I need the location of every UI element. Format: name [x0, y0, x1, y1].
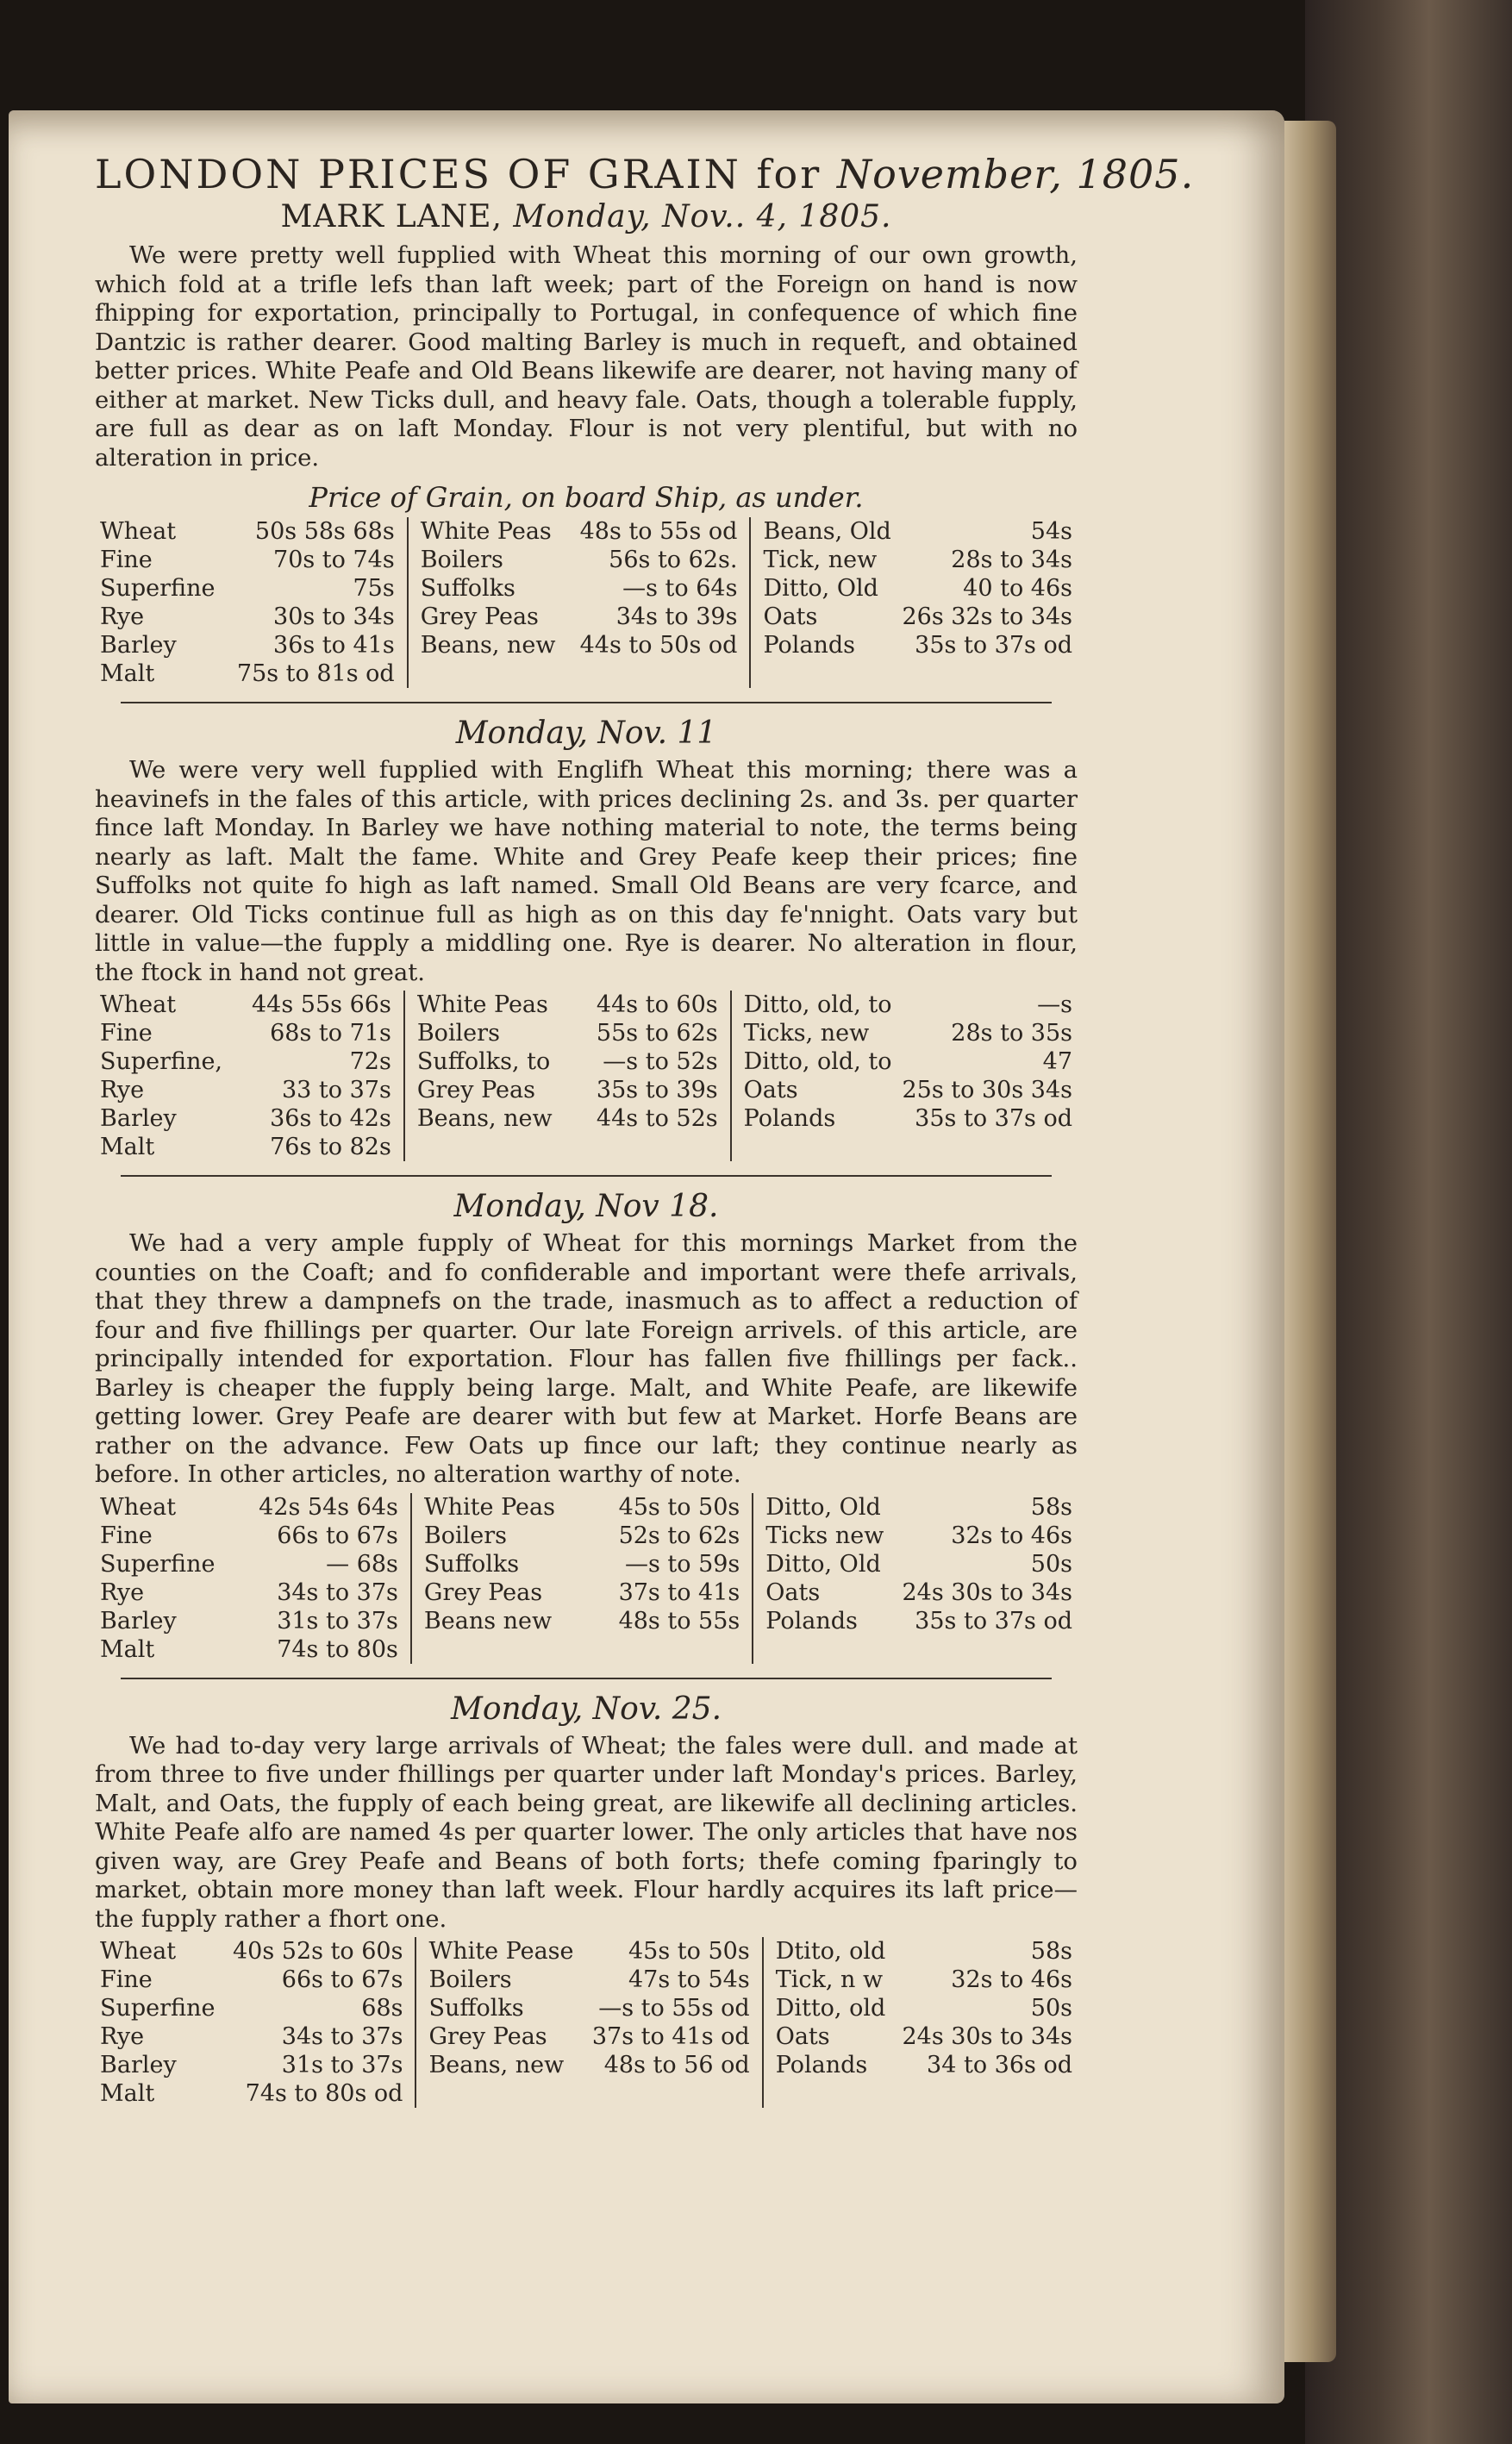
grain-name-cell: Ditto, Old [763, 575, 878, 602]
table-row [95, 1104, 1078, 1133]
grain-price-cell: 33 to 37s [235, 1076, 404, 1104]
grain-price-cell: 35s to 39s [563, 1076, 731, 1104]
grain-price-cell: 25s to 30s 34s [902, 1077, 1072, 1103]
grain-price-cell: 70s to 74s [229, 546, 408, 574]
grain-name-cell: Oats [765, 1578, 821, 1606]
table-row [95, 1994, 1078, 2022]
report-section [95, 702, 1078, 1161]
grain-name-cell: Beans, new [428, 2052, 565, 2078]
report-section [95, 1678, 1078, 2109]
grain-name-cell: Superfine [100, 1550, 216, 1578]
grain-price-cell: 31s to 37s [228, 2051, 416, 2079]
table-row [95, 1966, 1078, 1994]
grain-price-cell: —s to 52s [563, 1047, 731, 1076]
grain-name-cell: Polands [763, 632, 856, 659]
grain-price-cell: 48s to 55s od [565, 517, 751, 546]
table-row [95, 603, 1078, 631]
table-row [95, 2022, 1078, 2051]
grain-price-cell [563, 1133, 731, 1161]
grain-price-cell: 34 to 36s od [927, 2052, 1072, 2078]
report-section [95, 1175, 1078, 1664]
grain-name-cell: Rye [100, 1077, 145, 1103]
grain-name-cell: Oats [743, 1077, 798, 1103]
grain-price-cell: 47 [1042, 1048, 1072, 1075]
grain-name-cell [415, 2079, 579, 2108]
section-date-heading: Monday, Nov 18. [453, 1189, 719, 1224]
grain-price-cell: 42s 54s 64s [236, 1493, 411, 1522]
grain-price-cell: 45s to 50s [579, 1937, 763, 1966]
grain-name-cell: Suffolks [423, 1550, 520, 1578]
grain-price-cell [897, 659, 1078, 688]
grain-price-cell: 66s to 67s [228, 1966, 416, 1994]
book-binding-edge [1305, 0, 1512, 2444]
table-row [95, 2079, 1078, 2108]
grain-price-cell [897, 2079, 1078, 2108]
table-row [95, 1550, 1078, 1578]
grain-name-cell: Boilers [428, 1966, 512, 1993]
table-row [95, 517, 1078, 546]
grain-name-cell: Rye [100, 603, 145, 630]
grain-name-cell: Superfine [100, 575, 216, 602]
price-table [95, 1493, 1078, 1664]
subtitle-date: Monday, Nov.. 4, 1805. [513, 199, 892, 234]
grain-name-cell: Tick, new [763, 547, 878, 573]
grain-name-cell: White Peas [420, 518, 552, 545]
table-row [95, 1047, 1078, 1076]
grain-price-cell: —s to 59s [572, 1550, 753, 1578]
grain-price-cell: 44s to 50s od [565, 631, 751, 659]
grain-name-cell: Oats [763, 603, 818, 630]
grain-price-cell: 50s 58s 68s [229, 517, 408, 546]
grain-price-cell: 44s 55s 66s [235, 991, 404, 1019]
grain-price-cell: 54s [1030, 518, 1072, 545]
grain-name-cell [750, 659, 897, 688]
grain-name-cell: White Pease [428, 1938, 574, 1965]
page-content [95, 151, 1195, 2108]
market-report-paragraph: We were very well fupplied with Englifh Wheat this morning; there was a heavinefs in the fales of this article, with prices declining 2s. and 3s. per quarter fince laft Monday. In Barley we have nothing material to note, the terms being nearly as laft. Malt the fame. White and Grey Peafe keep their prices; fine Suffolks not quite fo high as laft named. Small Old Beans are very fcarce, and dearer. Old Ticks continue full as high as on this day fe'nnight. Oats vary but little in value—the fupply a middling one. Rye is dearer. No alteration in flour, the ftock in hand not great. [95, 756, 1078, 986]
grain-price-cell: 45s to 50s [572, 1493, 753, 1522]
grain-price-cell: — 68s [236, 1550, 411, 1578]
grain-price-cell: 76s to 82s [235, 1133, 404, 1161]
grain-price-cell: —s [1037, 991, 1072, 1018]
grain-price-cell: 28s to 35s [951, 1020, 1072, 1047]
grain-name-cell: Polands [743, 1105, 836, 1132]
grain-price-cell: 68s [228, 1994, 416, 2022]
grain-name-cell: Malt [100, 660, 155, 687]
grain-price-cell: 32s to 46s [951, 1522, 1072, 1549]
grain-name-cell: Barley [100, 1105, 177, 1132]
grain-price-cell: 48s to 55s [572, 1607, 753, 1635]
grain-name-cell: Ditto, Old [765, 1493, 881, 1521]
subtitle-place: MARK LANE, [280, 199, 503, 234]
grain-price-cell: 55s to 62s [563, 1019, 731, 1047]
grain-price-cell: 28s to 34s [951, 547, 1072, 573]
grain-name-cell: Polands [765, 1607, 858, 1635]
grain-price-cell: 35s to 37s od [915, 1607, 1072, 1635]
grain-name-cell [753, 1635, 897, 1664]
report-sections [95, 241, 1078, 2108]
grain-price-cell: 24s 30s to 34s [902, 1578, 1072, 1606]
grain-price-cell: 52s to 62s [572, 1522, 753, 1550]
grain-name-cell: Grey Peas [420, 603, 539, 630]
table-row [95, 574, 1078, 603]
page-subtitle [95, 199, 1078, 234]
grain-price-cell: 48s to 56 od [579, 2051, 763, 2079]
grain-price-cell: 56s to 62s. [565, 546, 751, 574]
grain-name-cell: Ditto, Old [765, 1550, 881, 1578]
grain-name-cell: Ditto, old, to [743, 991, 892, 1018]
market-report-paragraph: We had to-day very large arrivals of Wheat; the fales were dull. and made at from three to five under fhillings per quarter under laft Monday's prices. Barley, Malt, and Oats, the fupply of each being great, are likewife all declining articles. White Peafe alfo are named 4s per quarter lower. The only articles that have nos given way, are Grey Peafe and Beans of both forts; thefe coming fparingly to market, obtain more money than laft week. Flour hardly acquires its laft price— the fupply rather a fhort one. [95, 1731, 1078, 1933]
grain-price-cell: 34s to 37s [236, 1578, 411, 1607]
grain-price-cell [579, 2079, 763, 2108]
table-row [95, 1133, 1078, 1161]
grain-price-cell: 58s [1030, 1493, 1072, 1521]
grain-price-cell [897, 1635, 1078, 1664]
grain-price-cell: 36s to 41s [229, 631, 408, 659]
table-row [95, 546, 1078, 574]
grain-price-cell: 50s [1030, 1550, 1072, 1578]
grain-price-cell: 50s [1030, 1995, 1072, 2022]
grain-name-cell: Tick, n w [775, 1966, 884, 1993]
table-row [95, 631, 1078, 659]
grain-name-cell: Fine [100, 1966, 153, 1993]
grain-name-cell: White Peas [416, 991, 548, 1018]
grain-name-cell: Beans new [423, 1607, 553, 1635]
grain-name-cell: Fine [100, 547, 153, 573]
grain-price-cell: 44s to 60s [563, 991, 731, 1019]
table-row [95, 991, 1078, 1019]
grain-name-cell: White Peas [423, 1493, 555, 1521]
grain-name-cell [411, 1635, 572, 1664]
grain-name-cell: Ditto, old [775, 1995, 886, 2022]
grain-name-cell: Boilers [420, 547, 503, 573]
grain-price-cell: 75s [229, 574, 408, 603]
grain-name-cell: Suffolks, to [416, 1048, 551, 1075]
grain-price-cell: 40s 52s to 60s [228, 1937, 416, 1966]
grain-price-cell: 37s to 41s [572, 1578, 753, 1607]
grain-price-cell [572, 1635, 753, 1664]
grain-price-cell: 66s to 67s [236, 1522, 411, 1550]
grain-price-cell: 34s to 37s [228, 2022, 416, 2051]
grain-price-cell: 35s to 37s od [915, 632, 1072, 659]
grain-price-cell [897, 1133, 1078, 1161]
grain-name-cell: Wheat [100, 1493, 177, 1521]
price-table [95, 517, 1078, 688]
grain-name-cell: Wheat [100, 991, 177, 1018]
grain-name-cell: Barley [100, 632, 177, 659]
grain-price-cell: 30s to 34s [229, 603, 408, 631]
grain-name-cell: Superfine, [100, 1048, 223, 1075]
grain-price-cell: 24s 30s to 34s [902, 2023, 1072, 2050]
price-table [95, 1937, 1078, 2108]
grain-name-cell: Oats [775, 2023, 830, 2050]
grain-price-cell: 26s 32s to 34s [902, 603, 1072, 630]
grain-name-cell: Malt [100, 2080, 155, 2107]
grain-price-cell: 74s to 80s od [228, 2079, 416, 2108]
grain-name-cell: Suffolks [428, 1995, 524, 2022]
section-divider [121, 1175, 1052, 1177]
grain-name-cell: Wheat [100, 518, 177, 545]
grain-price-cell: 36s to 42s [235, 1104, 404, 1133]
table-row [95, 1937, 1078, 1966]
grain-name-cell: Rye [100, 1578, 145, 1606]
grain-name-cell [404, 1133, 563, 1161]
grain-price-cell: 32s to 46s [951, 1966, 1072, 1993]
grain-name-cell: Boilers [423, 1522, 508, 1549]
grain-name-cell: Dtito, old [775, 1938, 886, 1965]
grain-name-cell: Suffolks [420, 575, 515, 602]
grain-name-cell: Barley [100, 1607, 177, 1635]
grain-price-cell: —s to 55s od [579, 1994, 763, 2022]
grain-name-cell: Polands [775, 2052, 868, 2078]
table-row [95, 1522, 1078, 1550]
grain-name-cell: Beans, Old [763, 518, 891, 545]
table-row [95, 659, 1078, 688]
market-report-paragraph: We had a very ample fupply of Wheat for this mornings Market from the counties on the Coaft; and fo confiderable and important were thefe arrivals, that they threw a dampnefs on the trade, inasmuch as to affect a reduction of four and five fhillings per quarter. Our late Foreign arrivels. of this article, are principally intended for exportation. Flour has fallen five fhillings per fack.. Barley is cheaper the fupply being large. Malt, and White Peafe, are likewife getting lower. Grey Peafe are dearer with but few at Market. Horfe Beans are rather on the advance. Few Oats up fince our laft; they continue nearly as before. In other articles, no alteration warthy of note. [95, 1229, 1078, 1488]
grain-name-cell: Beans, new [416, 1105, 553, 1132]
table-row [95, 2051, 1078, 2079]
grain-name-cell: Ditto, old, to [743, 1048, 892, 1075]
grain-price-cell: 75s to 81s od [229, 659, 408, 688]
table-row [95, 1493, 1078, 1522]
grain-name-cell: Rye [100, 2023, 145, 2050]
table-row [95, 1578, 1078, 1607]
grain-price-cell: —s to 64s [565, 574, 751, 603]
grain-price-cell: 58s [1030, 1938, 1072, 1965]
grain-price-cell: 44s to 52s [563, 1104, 731, 1133]
grain-price-cell [565, 659, 751, 688]
grain-price-cell: 31s to 37s [236, 1607, 411, 1635]
grain-price-cell: 72s [235, 1047, 404, 1076]
grain-price-cell: 34s to 39s [565, 603, 751, 631]
page-title [95, 151, 1195, 197]
grain-name-cell: Boilers [416, 1020, 500, 1047]
section-divider [121, 702, 1052, 703]
grain-name-cell [763, 2079, 897, 2108]
grain-name-cell: Grey Peas [416, 1077, 535, 1103]
grain-name-cell: Superfine [100, 1995, 216, 2022]
grain-name-cell: Malt [100, 1134, 155, 1160]
table-row [95, 1607, 1078, 1635]
table-row [95, 1076, 1078, 1104]
grain-name-cell: Ticks new [765, 1522, 884, 1549]
grain-price-cell: 74s to 80s [236, 1635, 411, 1664]
grain-price-cell: 40 to 46s [963, 575, 1072, 602]
table-row [95, 1019, 1078, 1047]
grain-name-cell: Grey Peas [423, 1578, 543, 1606]
report-section [95, 241, 1078, 688]
table-row [95, 1635, 1078, 1664]
section-divider [121, 1678, 1052, 1679]
market-report-paragraph: We were pretty well fupplied with Wheat this morning of our own growth, which fold at a trifle lefs than laft week; part of the Foreign on hand is now fhipping for exportation, principally to Portugal, in confequence of which fine Dantzic is rather dearer. Good malting Barley is much in requeft, and obtained better prices. White Peafe and Old Beans likewife are dearer, not having many of either at market. New Ticks dull, and heavy fale. Oats, though a tolerable fupply, are full as dear as on laft Monday. Flour is not very plentiful, but with no alteration in price. [95, 241, 1078, 472]
title-main: LONDON PRICES OF GRAIN for [95, 151, 822, 197]
title-month: November, 1805. [836, 151, 1195, 197]
grain-name-cell: Beans, new [420, 632, 556, 659]
grain-price-cell: 35s to 37s od [915, 1105, 1072, 1132]
price-table-heading: Price of Grain, on board Ship, as under. [309, 481, 864, 514]
grain-price-cell: 37s to 41s od [579, 2022, 763, 2051]
grain-name-cell: Malt [100, 1635, 155, 1663]
grain-name-cell [408, 659, 565, 688]
grain-name-cell: Fine [100, 1020, 153, 1047]
grain-price-cell: 68s to 71s [235, 1019, 404, 1047]
page-edge [1284, 121, 1336, 2362]
grain-name-cell: Ticks, new [743, 1020, 870, 1047]
grain-name-cell [731, 1133, 897, 1161]
grain-name-cell: Grey Peas [428, 2023, 547, 2050]
grain-name-cell: Wheat [100, 1938, 177, 1965]
grain-name-cell: Barley [100, 2052, 177, 2078]
price-table [95, 991, 1078, 1161]
section-date-heading: Monday, Nov. 11 [455, 716, 717, 751]
grain-price-cell: 47s to 54s [579, 1966, 763, 1994]
section-date-heading: Monday, Nov. 25. [450, 1691, 722, 1727]
grain-name-cell: Fine [100, 1522, 153, 1549]
